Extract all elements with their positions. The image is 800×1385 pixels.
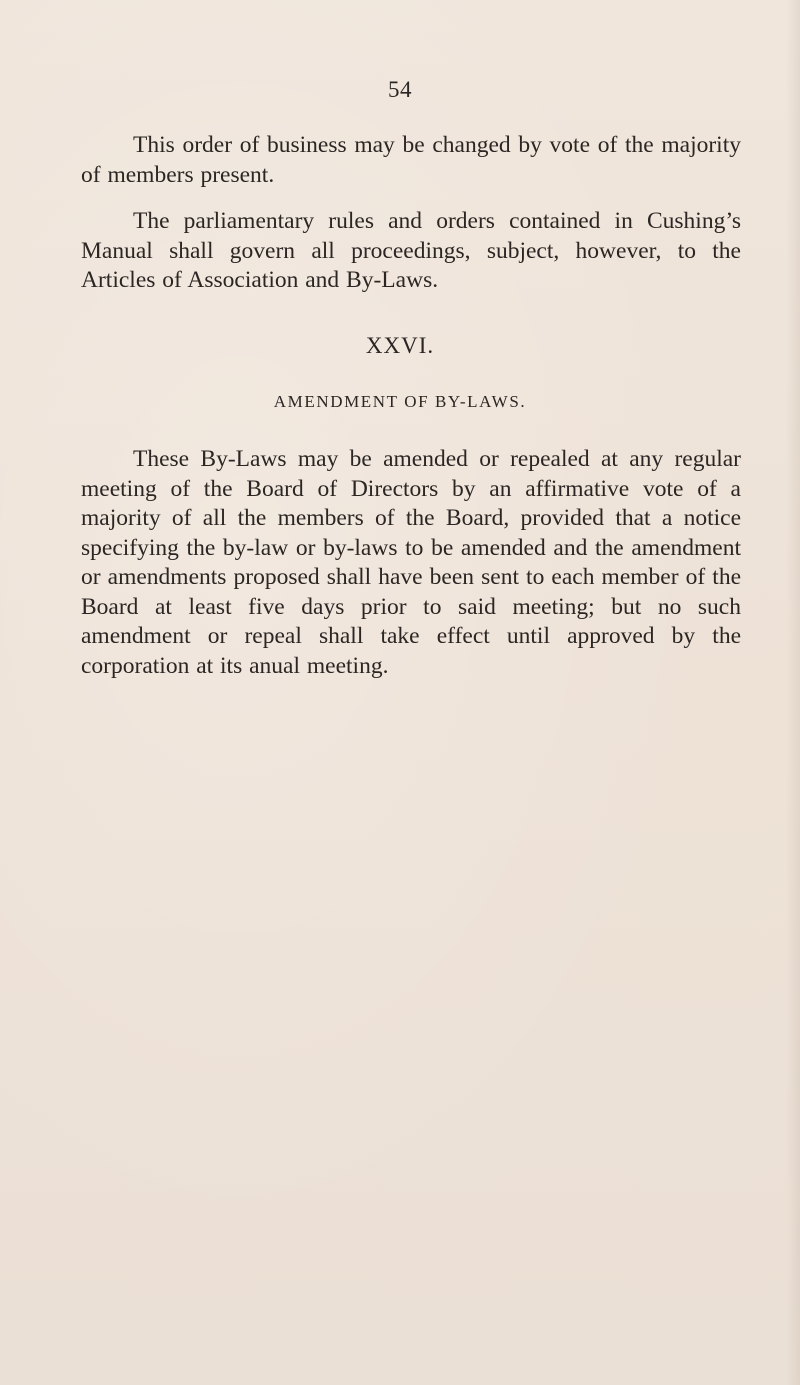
section-heading: AMENDMENT OF BY-LAWS. — [273, 392, 527, 411]
paragraph-amendment: These By-Laws may be amended or repealed at any regular meeting of the Board of Directors by an affirmative vote of a majority of all the members of the Board, provided that a notice specifying the by-law or by-laws to be amended and the amendment or amendments proposed shall have been sent to each member of the Board at least five days prior to said meeting; but no such amendment or repeal shall take effect until approved by the corporation at its anual meeting. — [81, 446, 741, 679]
paragraph-parliamentary-rules: The parliamentary rules and orders contained in Cushing’s Manual shall govern all proceedings, subject, however, to the Articles of Association and By-Laws. — [81, 208, 741, 293]
page-edge-shadow — [786, 0, 800, 1385]
section-number: XXVI. — [365, 333, 435, 358]
paragraph-order-of-business: This order of business may be changed by vote of the majority of members present. — [81, 132, 741, 188]
page-number: 54 — [388, 77, 412, 102]
